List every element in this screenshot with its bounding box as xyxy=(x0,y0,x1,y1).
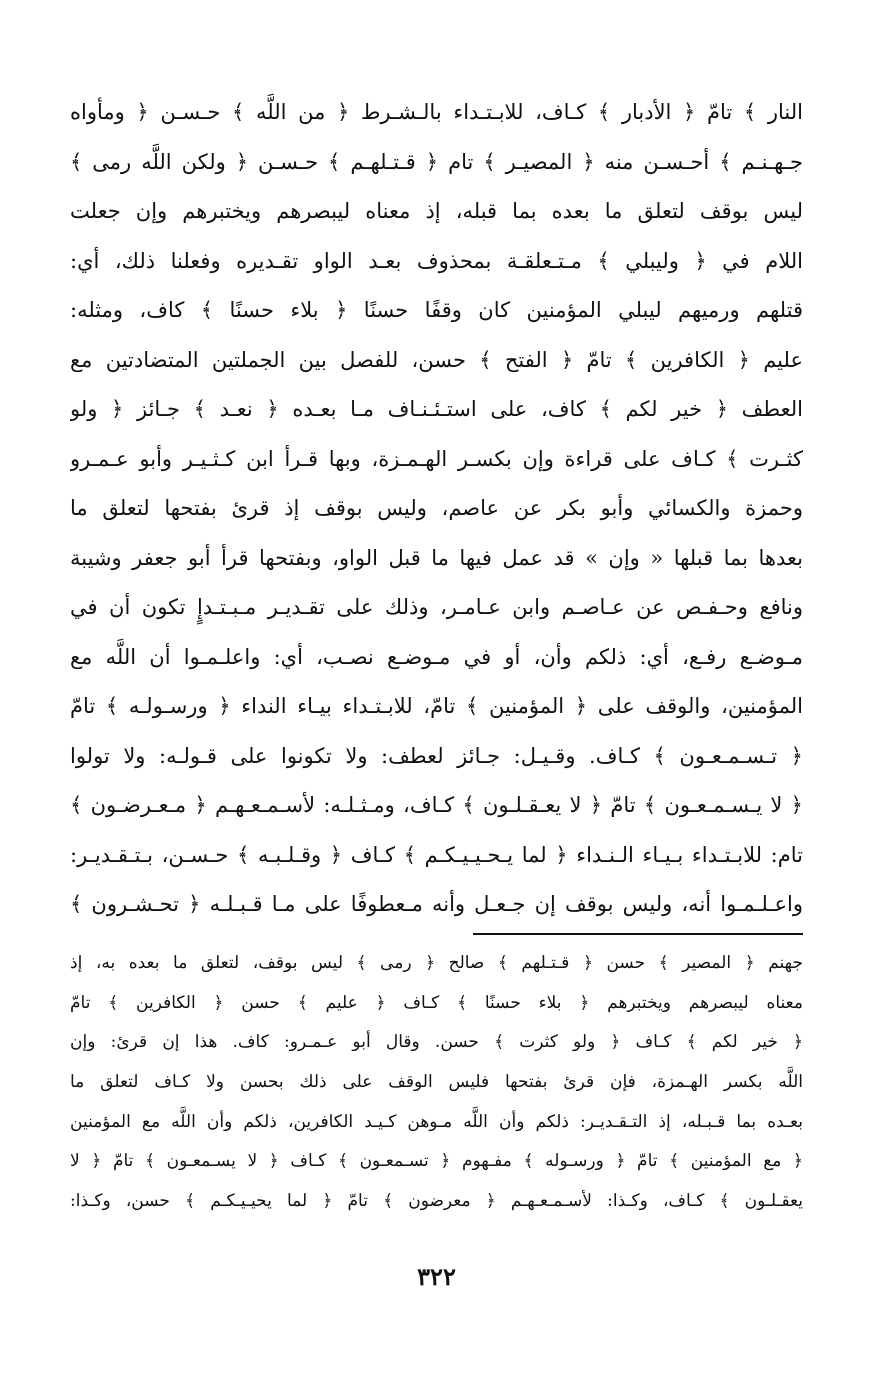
main-text-line: وحمزة والكسائي وأبو بكر عن عاصم، وليس بوقف إذ قرئ بفتحها لتعلق ما xyxy=(70,496,803,520)
footnote-line: ﴿ مع المؤمنين ﴾ تامّ ﴿ ورسـوله ﴾ مفـهوم ﴿ تسـمعـون ﴾ كـاف ﴿ لا يسـمعـون ﴾ تامّ ﴿ لا xyxy=(70,1151,803,1172)
main-text-line: ونافع وحـفـص عن عـاصـم وابن عـامـر، وذلك على تقـديـر مـبـتـدإٍ تكون أن في xyxy=(70,595,803,619)
footnote-line: بعـده بما قـبـله، إذ التـقـديـر: ذلكم وأن اللَّه مـوهن كـيـد الكافرين، ذلكم وأن اللَّه مع المؤمنين xyxy=(70,1111,803,1132)
footnote-line: ﴿ خير لكم ﴾ كـاف ﴿ ولو كثرت ﴾ حسن. وقال أبو عـمـرو: كاف. هذا إن قرئ: وإن xyxy=(70,1032,803,1053)
main-text-line: كثـرت ﴾ كـاف على قراءة وإن بكسـر الهـمـزة، وبها قـرأ ابن كـثـيـر وأبو عـمـرو xyxy=(70,446,803,471)
main-text-line: مـوضـع رفـع، أي: ذلكم وأن، أو في مـوضـع نصـب، أي: واعلـمـوا أن اللَّه مع xyxy=(70,644,803,669)
footnote-line: جهنم ﴿ المصير ﴾ حسن ﴿ قـتـلهم ﴾ صالح ﴿ رمى ﴾ ليس بوقف، لتعلق ما بعده به، إذ xyxy=(70,953,803,973)
page-number: ٣٢٢ xyxy=(417,1262,456,1291)
main-text-line: جـهـنـم ﴾ أحـسـن منه ﴿ المصيـر ﴾ تام ﴿ قـتـلهـم ﴾ حـسـن ﴿ ولكن اللَّه رمى ﴾ xyxy=(70,149,803,174)
footnote-line: معناه ليبصرهم ويختبرهم ﴿ بلاء حسنًا ﴾ كـاف ﴿ عليم ﴾ حسن ﴿ الكافرين ﴾ تامّ xyxy=(70,992,803,1013)
main-text-line: عليم ﴿ الكافرين ﴾ تامّ ﴿ الفتح ﴾ حسن، للفصل بين الجملتين المتضادتين مع xyxy=(70,347,803,372)
main-text-line: النار ﴾ تامّ ﴿ الأدبار ﴾ كـاف، للابـتـداء بالـشـرط ﴿ من اللَّه ﴾ حـسـن ﴿ ومأواه xyxy=(70,100,803,124)
main-text-line: ﴿ لا يـسـمـعـون ﴾ تامّ ﴿ لا يعـقـلـون ﴾ كـاف، ومـثـلـه: لأسـمـعـهـم ﴿ مـعـرضـون ﴾ xyxy=(70,793,803,817)
main-text-line: العطف ﴿ خير لكم ﴾ كاف، على استـئـنـاف مـا بعـده ﴿ نعـد ﴾ جـائز ﴿ ولو xyxy=(70,397,803,421)
main-text-line: قتلهم ورميهم ليبلي المؤمنين كان وقفًا حسنًا ﴿ بلاء حسنًا ﴾ كاف، ومثله: xyxy=(70,298,803,322)
main-text-line: بعدها بما قبلها « وإن » قد عمل فيها ما قبل الواو، وبفتحها قرأ أبو جعفر وشيبة xyxy=(70,545,803,570)
main-text-line: ليس بوقف لتعلق ما بعده بما قبله، إذ معناه ليبصرهم ويختبرهم وإن جعلت xyxy=(70,199,803,223)
main-text-line: ﴿ تـسـمـعـون ﴾ كـاف. وقـيـل: جـائز لعطف: ولا تكونوا على قـولـه: ولا تولوا xyxy=(70,743,803,768)
footnote-divider xyxy=(473,933,803,935)
main-text-line: تام: للابـتـداء بـيـاء الـنـداء ﴿ لما يـحـيـيـكـم ﴾ كـاف ﴿ وقـلـبـه ﴾ حـسـن، بـتـقـديـر: xyxy=(70,842,803,867)
footnote-line: يعقـلـون ﴾ كـاف، وكـذا: لأسـمـعـهـم ﴿ معرضون ﴾ تامّ ﴿ لما يحيـيـكـم ﴾ حسن، وكـذا: xyxy=(70,1191,803,1212)
main-text-line: اللام في ﴿ وليبلي ﴾ مـتـعلقـة بمحذوف بعـد الواو تقـديره وفعلنا ذلك، أي: xyxy=(70,248,803,273)
footnotes xyxy=(70,944,803,1222)
main-text-line: واعـلـمـوا أنه، وليس بوقف إن جـعـل وأنه مـعطوفًا على مـا قـبـلـه ﴿ تحـشـرون ﴾ xyxy=(70,892,803,916)
main-text xyxy=(70,88,803,930)
main-text-line: المؤمنين، والوقف على ﴿ المؤمنين ﴾ تامّ، للابـتـداء بيـاء النداء ﴿ ورسـولـه ﴾ تامّ xyxy=(70,694,803,718)
footnote-line: اللَّه بكسر الهـمزة، فإن قرئ بفتحها فليس الوقف على ذلك بحسن ولا كـاف لتعلق ما xyxy=(70,1072,803,1093)
